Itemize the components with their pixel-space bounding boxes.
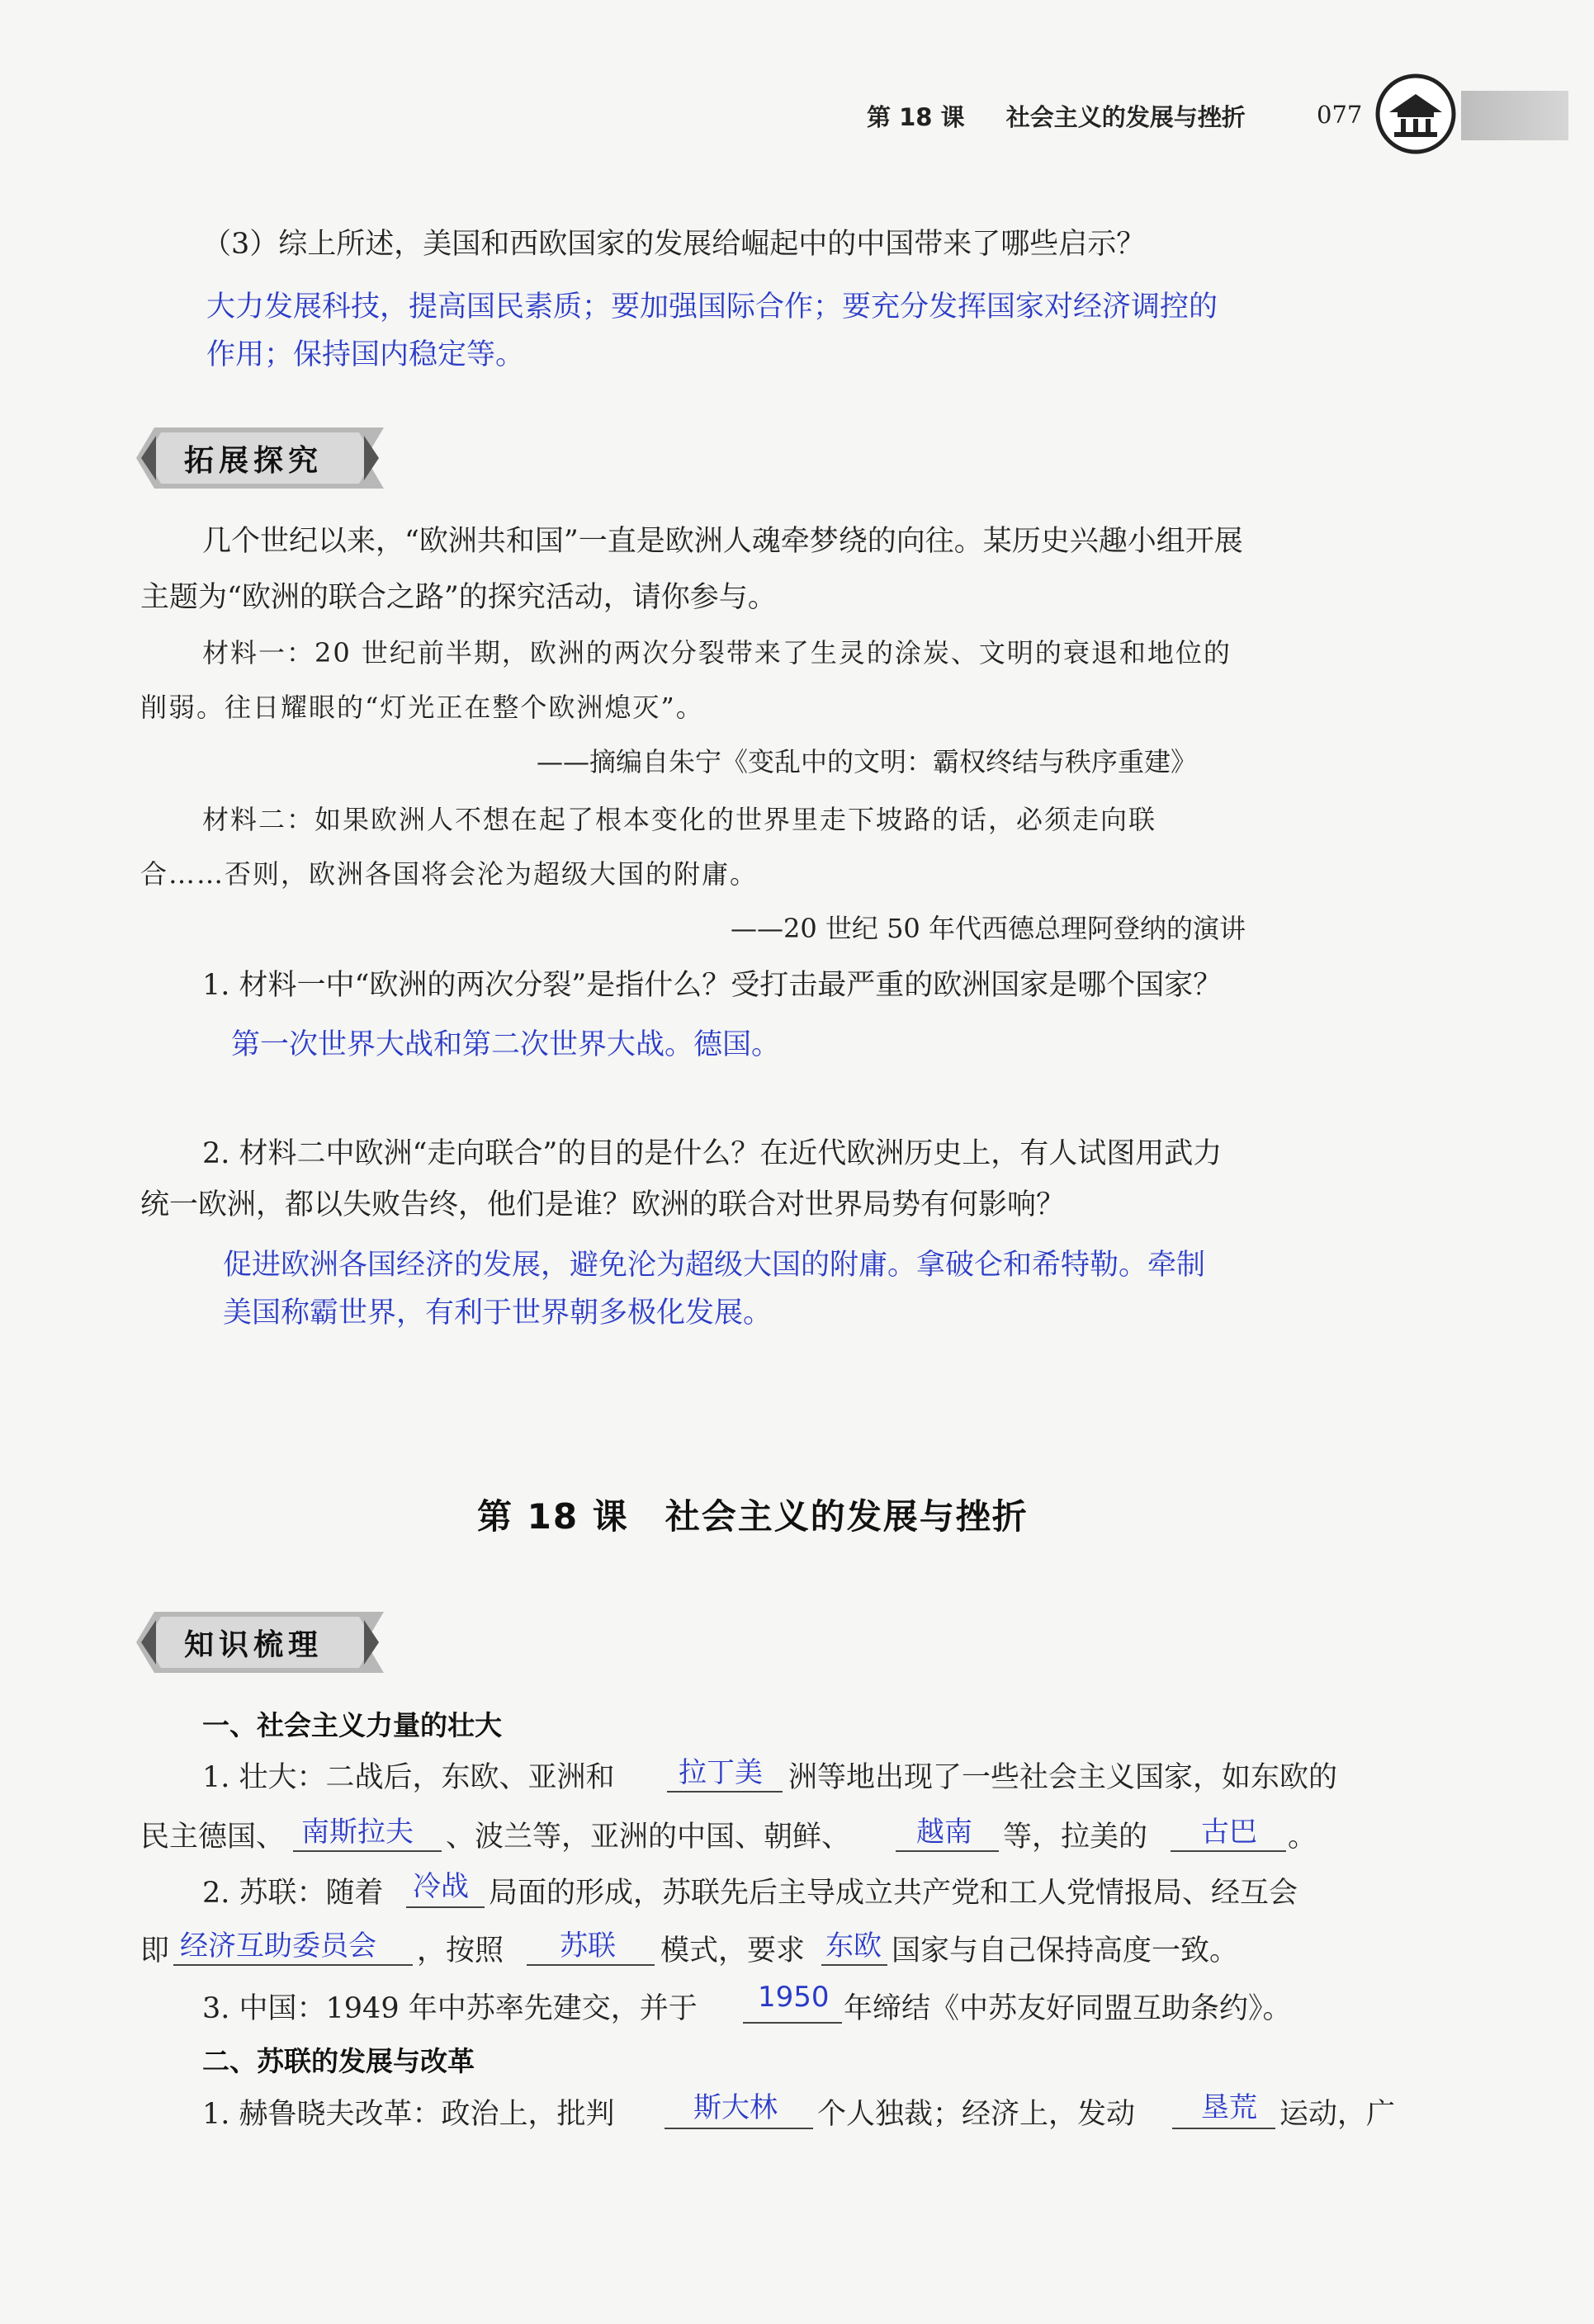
underline xyxy=(743,2022,842,2024)
blank-cold-war: 冷战 xyxy=(413,1870,469,1903)
section-banner-explore xyxy=(136,427,384,489)
section-banner-knowledge xyxy=(136,1612,384,1673)
blank-eastern-europe: 东欧 xyxy=(825,1930,882,1963)
blank-cuba: 古巴 xyxy=(1201,1816,1257,1849)
header-emblem-icon xyxy=(1374,73,1457,155)
banner-knowledge-label: 知识梳理 xyxy=(184,1627,324,1662)
underline xyxy=(527,1964,655,1966)
material-2-line-1: 材料二：如果欧洲人不想在起了根本变化的世界里走下坡路的话，必须走向联 xyxy=(202,804,1157,835)
line-3-text-b: 局面的形成，苏联先后主导成立共产党和工人党情报局、经互会 xyxy=(489,1877,1298,1910)
line-2-text-a: 民主德国、 xyxy=(140,1821,286,1854)
banner-explore-label: 拓展探究 xyxy=(184,443,324,478)
line-4-text-c: 模式，要求 xyxy=(660,1934,806,1967)
blank-stalin: 斯大林 xyxy=(693,2091,778,2124)
line-6-text-c: 运动，广 xyxy=(1279,2098,1396,2131)
explore-question-2-line-2: 统一欧洲，都以失败告终，他们是谁？欧洲的联合对世界局势有何影响？ xyxy=(140,1188,1066,1221)
underline xyxy=(667,1791,783,1793)
explore-question-2-line-1: 2. 材料二中欧洲“走向联合”的目的是什么？在近代欧洲历史上，有人试图用武力 xyxy=(202,1137,1223,1170)
line-6-text-b: 个人独裁；经济上，发动 xyxy=(817,2098,1136,2131)
line-1-text-b: 洲等地出现了一些社会主义国家，如东欧的 xyxy=(788,1761,1338,1794)
running-header xyxy=(867,99,1246,133)
line-4-text-d: 国家与自己保持高度一致。 xyxy=(892,1934,1239,1967)
answer-3-line-2: 作用；保持国内稳定等。 xyxy=(206,338,525,371)
material-1-line-2: 削弱。往日耀眼的“灯光正在整个欧洲熄灭”。 xyxy=(140,692,704,723)
page-number: 077 xyxy=(1317,101,1363,129)
blank-vietnam: 越南 xyxy=(916,1816,972,1849)
line-5-text-a: 3. 中国：1949 年中苏率先建交，并于 xyxy=(202,1992,698,2025)
line-6-text-a: 1. 赫鲁晓夫改革：政治上，批判 xyxy=(202,2098,615,2131)
underline xyxy=(173,1964,413,1966)
explore-answer-2-line-2: 美国称霸世界，有利于世界朝多极化发展。 xyxy=(223,1297,773,1330)
material-2-source: ——20 世纪 50 年代西德总理阿登纳的演讲 xyxy=(731,913,1246,944)
line-1-text-a: 1. 壮大：二战后，东欧、亚洲和 xyxy=(202,1761,615,1794)
header-title: 社会主义的发展与挫折 xyxy=(1005,103,1246,131)
question-3: （3）综上所述，美国和西欧国家的发展给崛起中的中国带来了哪些启示？ xyxy=(202,228,1146,261)
explore-intro-line-2: 主题为“欧洲的联合之路”的探究活动，请你参与。 xyxy=(140,581,777,614)
line-4-text-b: ，按照 xyxy=(417,1934,504,1967)
header-bar xyxy=(1461,91,1568,140)
underline xyxy=(821,1964,887,1966)
underline xyxy=(1172,2128,1275,2129)
subheading-1: 一、社会主义力量的壮大 xyxy=(202,1709,502,1741)
underline xyxy=(406,1906,485,1908)
blank-1950: 1950 xyxy=(758,1981,830,2014)
blank-soviet: 苏联 xyxy=(560,1930,616,1963)
subheading-2: 二、苏联的发展与改革 xyxy=(202,2045,475,2077)
line-5-text-b: 年缔结《中苏友好同盟互助条约》。 xyxy=(844,1992,1292,2025)
material-1-source: ——摘编自朱宁《变乱中的文明：霸权终结与秩序重建》 xyxy=(537,746,1198,777)
material-1-line-1: 材料一：20 世纪前半期，欧洲的两次分裂带来了生灵的涂炭、文明的衰退和地位的 xyxy=(202,637,1232,668)
underline xyxy=(896,1850,999,1852)
line-2-text-d: 。 xyxy=(1288,1821,1317,1854)
blank-latin-america: 拉丁美 xyxy=(679,1756,763,1789)
lesson-title: 第 18 课 社会主义的发展与挫折 xyxy=(477,1496,1029,1537)
explore-answer-1: 第一次世界大战和第二次世界大战。德国。 xyxy=(231,1028,781,1061)
explore-intro-line-1: 几个世纪以来，“欧洲共和国”一直是欧洲人魂牵梦绕的向往。某历史兴趣小组开展 xyxy=(202,525,1243,558)
explore-answer-2-line-1: 促进欧洲各国经济的发展，避免沦为超级大国的附庸。拿破仑和希特勒。牵制 xyxy=(223,1249,1206,1282)
header-lesson: 第 18 课 xyxy=(867,103,965,131)
blank-land-reclamation: 垦荒 xyxy=(1201,2091,1257,2124)
underline xyxy=(293,1850,442,1852)
blank-comecon: 经济互助委员会 xyxy=(180,1930,376,1963)
line-2-text-b: 、波兰等，亚洲的中国、朝鲜、 xyxy=(446,1821,851,1854)
explore-question-1: 1. 材料一中“欧洲的两次分裂”是指什么？受打击最严重的欧洲国家是哪个国家？ xyxy=(202,969,1223,1002)
material-2-line-2: 合……否则，欧洲各国将会沦为超级大国的附庸。 xyxy=(140,858,759,890)
answer-3-line-1: 大力发展科技，提高国民素质；要加强国际合作；要充分发挥国家对经济调控的 xyxy=(206,290,1218,324)
underline xyxy=(1171,1850,1286,1852)
line-3-text-a: 2. 苏联：随着 xyxy=(202,1877,384,1910)
underline xyxy=(665,2128,813,2129)
line-2-text-c: 等，拉美的 xyxy=(1003,1821,1148,1854)
blank-yugoslavia: 南斯拉夫 xyxy=(301,1816,414,1849)
line-4-text-a: 即 xyxy=(140,1934,170,1967)
